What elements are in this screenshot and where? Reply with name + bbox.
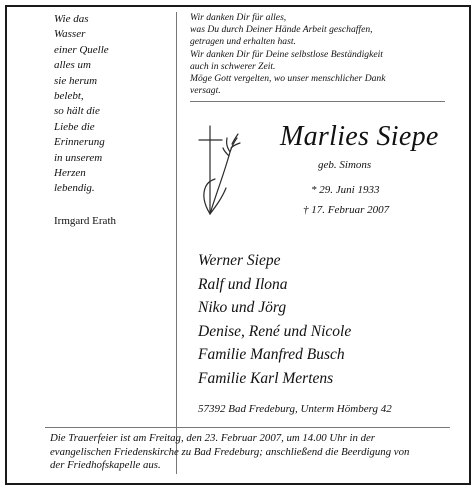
deceased-name: Marlies Siepe [280, 121, 439, 152]
vertical-divider [176, 12, 177, 474]
prayer-line: versagt. [190, 85, 221, 97]
mourner: Ralf und Ilona [198, 275, 288, 293]
funeral-info [50, 432, 450, 473]
birth-name: geb. Simons [318, 159, 372, 171]
poem-line: Herzen [54, 167, 86, 180]
funeral-line: der Friedhofskapelle aus. [50, 459, 161, 472]
funeral-divider [45, 427, 450, 428]
prayer-text [190, 12, 460, 97]
funeral-line: evangelischen Friedenskirche zu Bad Fredeburg; anschließend die Beerdigung von [50, 445, 410, 458]
family-address: 57392 Bad Fredeburg, Unterm Hömberg 42 [198, 403, 392, 415]
prayer-line: Wir danken Dir für Deine selbstlose Beständigkeit [190, 48, 383, 60]
prayer-line: auch in schwerer Zeit. [190, 60, 276, 72]
mourner: Niko und Jörg [198, 299, 287, 317]
poem [54, 12, 144, 197]
mourner: Werner Siepe [198, 252, 281, 269]
mourner: Denise, René und Nicole [198, 322, 352, 340]
poem-line: in unserem [54, 151, 103, 164]
mourner: Familie Manfred Busch [198, 346, 345, 364]
poem-line: Erinnerung [54, 136, 105, 149]
poem-line: so hält die [54, 105, 100, 118]
prayer-divider [190, 101, 445, 102]
mourner: Familie Karl Mertens [198, 369, 334, 387]
prayer-line: getragen und erhalten hast. [190, 36, 296, 48]
prayer-line: Wir danken Dir für alles, [190, 12, 287, 23]
poem-line: Liebe die [54, 120, 95, 133]
poem-line: lebendig. [54, 182, 95, 195]
funeral-line: Die Trauerfeier ist am Freitag, den 23. Februar 2007, um 14.00 Uhr in der [50, 432, 375, 444]
poem-line: belebt, [54, 90, 84, 103]
poem-line: sie herum [54, 74, 98, 87]
prayer-line: Möge Gott vergelten, wo unser menschlicher Dank [190, 73, 386, 85]
birth-date: * 29. Juni 1933 [311, 184, 380, 196]
poem-author: Irmgard Erath [54, 215, 116, 227]
poem-line: einer Quelle [54, 43, 109, 56]
poem-line: Wie das [54, 13, 89, 25]
cross-with-grain-icon [196, 124, 242, 216]
mourners-list [198, 249, 351, 391]
prayer-line: was Du durch Deiner Hände Arbeit geschaffen, [190, 24, 373, 36]
death-date: † 17. Februar 2007 [303, 204, 390, 216]
poem-line: Wasser [54, 28, 86, 41]
poem-line: alles um [54, 59, 91, 72]
